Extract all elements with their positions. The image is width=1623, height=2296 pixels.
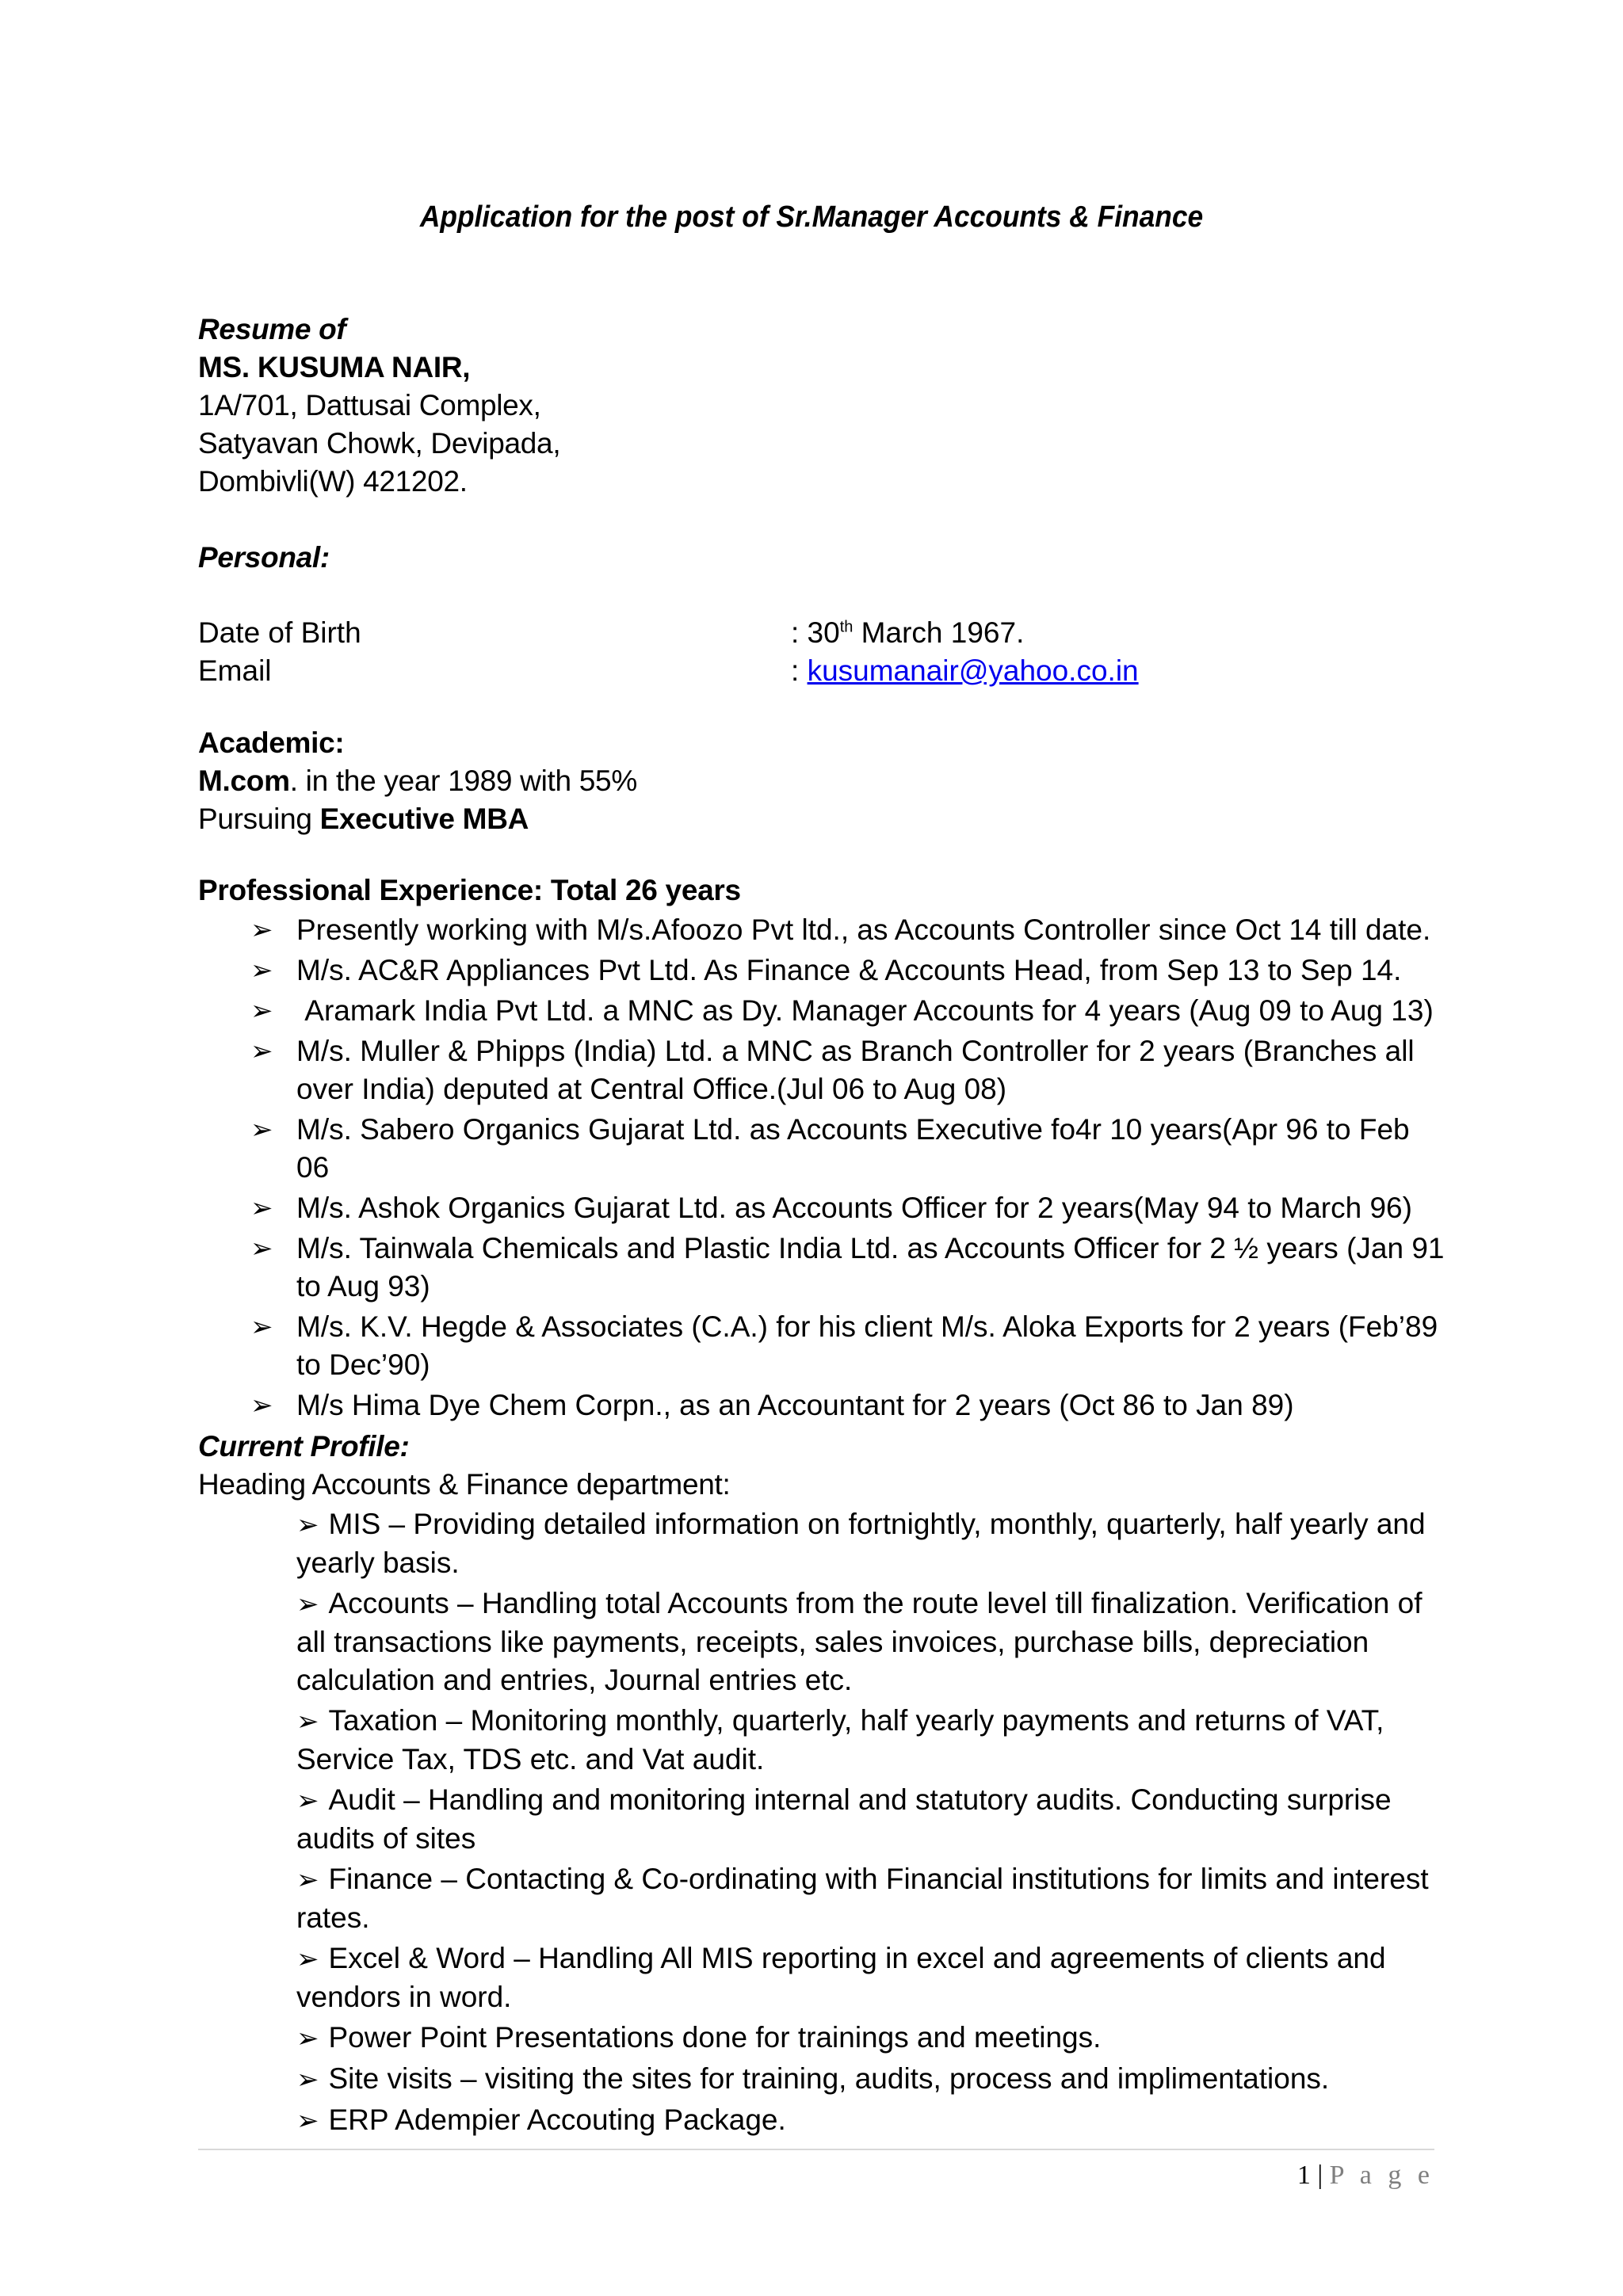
list-item: ➢ Presently working with M/s.Afoozo Pvt ltd., as Accounts Controller since Oct 14 till date. [198,911,1450,949]
page-word: P a g e [1329,2161,1434,2190]
list-item: ➢ M/s Hima Dye Chem Corpn., as an Accountant for 2 years (Oct 86 to Jan 89) [198,1386,1450,1425]
list-item: ➢ Accounts – Handling total Accounts from the route level till finalization. Verification of all transactions like payments, receipts, sales invoices, purchase bills, depreciation calculation and entries, Journal entries etc. [296,1587,1423,1696]
dob-row [198,614,1434,652]
arrow-bullet-icon: ➢ [296,1944,319,1974]
profile-list [296,1505,1445,2142]
email-value: : kusumanair@yahoo.co.in [791,654,1139,687]
profile-section [198,1428,1434,1504]
arrow-bullet-icon: ➢ [296,2023,319,2054]
email-link[interactable]: kusumanair@yahoo.co.in [807,654,1139,687]
personal-section [198,539,1434,577]
list-item: ➢ Site visits – visiting the sites for training, audits, process and implimentations. [296,2062,1330,2095]
personal-heading: Personal: [198,541,330,574]
arrow-bullet-icon: ➢ [296,2065,319,2095]
list-item: ➢ M/s. K.V. Hegde & Associates (C.A.) for his client M/s. Aloka Exports for 2 years (Feb’89 to Dec’90) [198,1308,1450,1384]
list-item: ➢ ERP Adempier Accouting Package. [296,2103,786,2136]
arrow-bullet-icon: ➢ [250,1234,273,1264]
email-label: Email [198,654,272,687]
profile-heading: Current Profile: [198,1430,410,1463]
address-line-2: Satyavan Chowk, Devipada, [198,427,561,460]
footer-divider [198,2149,1434,2150]
arrow-bullet-icon: ➢ [250,996,273,1026]
academic-section [198,724,1434,838]
list-item: ➢ MIS – Providing detailed information on fortnightly, monthly, quarterly, half yearly and yearly basis. [296,1508,1426,1579]
dob-value: : 30th March 1967. [791,616,1025,649]
list-item: ➢ M/s. Sabero Organics Gujarat Ltd. as Accounts Executive fo4r 10 years(Apr 96 to Feb 06 [198,1111,1450,1187]
list-item: ➢ Finance – Contacting & Co-ordinating with Financial institutions for limits and interest rates. [296,1863,1429,1934]
academic-degree: M.com. in the year 1989 with 55% [198,765,637,797]
document-title: Application for the post of Sr.Manager Accounts & Finance [419,200,1204,234]
list-item: ➢ M/s. Ashok Organics Gujarat Ltd. as Accounts Officer for 2 years(May 94 to March 96) [198,1189,1450,1227]
address-line-3: Dombivli(W) 421202. [198,465,468,498]
list-item: ➢ Taxation – Monitoring monthly, quarterly, half yearly payments and returns of VAT, Service Tax, TDS etc. and Vat audit. [296,1704,1384,1775]
arrow-bullet-icon: ➢ [250,1312,273,1342]
academic-heading: Academic: [198,727,345,759]
arrow-bullet-icon: ➢ [296,1510,319,1540]
arrow-bullet-icon: ➢ [296,1707,319,1737]
experience-list [198,911,1450,1427]
dob-label: Date of Birth [198,616,361,649]
list-item: ➢ Audit – Handling and monitoring internal and statutory audits. Conducting surprise audits of sites [296,1783,1392,1855]
page-footer [1297,2157,1434,2195]
page-number: 1 [1296,2161,1311,2190]
arrow-bullet-icon: ➢ [250,1390,273,1421]
address-line-1: 1A/701, Dattusai Complex, [198,389,541,421]
email-row [198,652,1434,690]
arrow-bullet-icon: ➢ [296,1865,319,1895]
profile-intro: Heading Accounts & Finance department: [198,1468,731,1501]
list-item: ➢ Power Point Presentations done for trainings and meetings. [296,2021,1102,2054]
arrow-bullet-icon: ➢ [296,2106,319,2136]
list-item: ➢ M/s. AC&R Appliances Pvt Ltd. As Finance & Accounts Head, from Sep 13 to Sep 14. [198,952,1450,990]
arrow-bullet-icon: ➢ [250,1193,273,1223]
arrow-bullet-icon: ➢ [296,1589,319,1619]
experience-heading: Professional Experience: Total 26 years [198,874,741,906]
arrow-bullet-icon: ➢ [250,955,273,986]
resume-header [198,311,1434,501]
candidate-name: MS. KUSUMA NAIR, [198,351,471,383]
arrow-bullet-icon: ➢ [250,1115,273,1145]
arrow-bullet-icon: ➢ [296,1786,319,1816]
academic-pursuing: Pursuing Executive MBA [198,803,529,835]
list-item: ➢ Excel & Word – Handling All MIS reporting in excel and agreements of clients and vendors in word. [296,1942,1386,2013]
footer-separator: | [1310,2161,1330,2190]
arrow-bullet-icon: ➢ [250,1036,273,1066]
experience-section [198,871,1434,910]
arrow-bullet-icon: ➢ [250,915,273,945]
resume-of-label: Resume of [198,313,346,345]
list-item: ➢ M/s. Tainwala Chemicals and Plastic India Ltd. as Accounts Officer for 2 ½ years (Jan 91 to Aug 93) [198,1230,1450,1306]
list-item: ➢ Aramark India Pvt Ltd. a MNC as Dy. Manager Accounts for 4 years (Aug 09 to Aug 13) [198,992,1450,1030]
list-item: ➢ M/s. Muller & Phipps (India) Ltd. a MNC as Branch Controller for 2 years (Branches all over India) deputed at Central Office.(Jul 06 to Aug 08) [198,1032,1450,1108]
